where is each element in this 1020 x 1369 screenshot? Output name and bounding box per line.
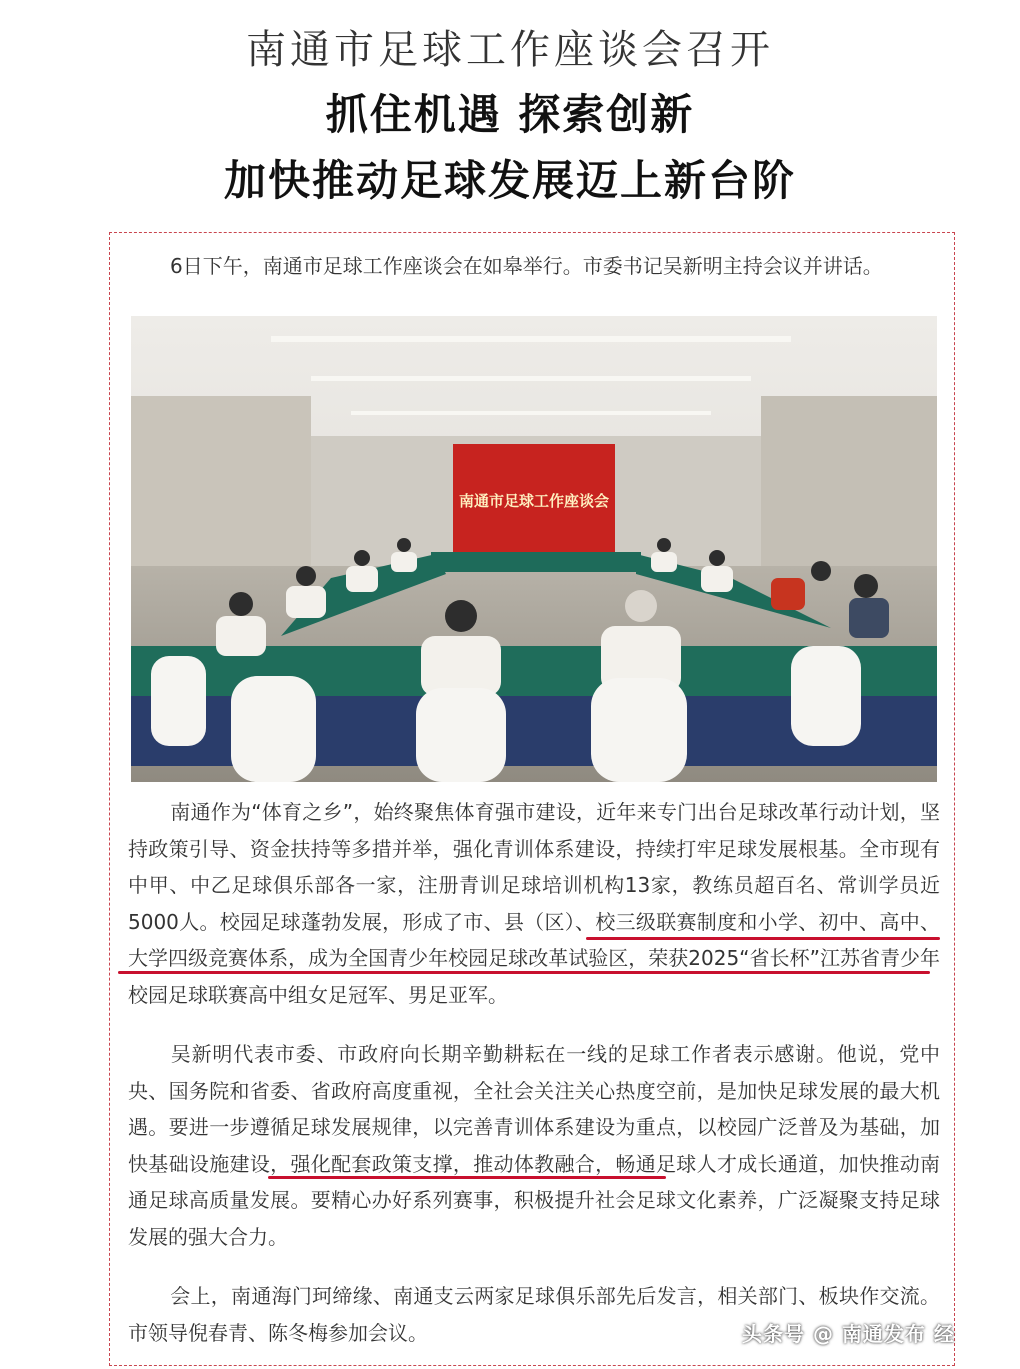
article-paragraph-4: 会上，南通海门珂缔缘、南通支云两家足球俱乐部先后发言，相关部门、板块作交流。市领导倪春青、陈冬梅参加会议。 bbox=[128, 1284, 940, 1345]
highlight-underline-1 bbox=[586, 937, 940, 940]
source-watermark: 头条号 @ 南通发布 经 bbox=[742, 1322, 955, 1346]
highlight-underline-2 bbox=[118, 971, 930, 974]
headline-line-2: 抓住机遇 探索创新 bbox=[325, 90, 695, 139]
photo-banner-text: 南通市足球工作座谈会 bbox=[458, 492, 610, 510]
article-paragraph-3: 吴新明代表市委、市政府向长期辛勤耕耘在一线的足球工作者表示感谢。他说，党中央、国务院和省委、省政府高度重视，全社会关注关心热度空前，是加快足球发展的最大机遇。要进一步遵循足球发展规律，以完善青训体系建设为重点，以校园广泛普及为基础，加快基础设施建设，强化配套政策支撑，推动体教融合，畅通足球人才成长通道，加快推动南通足球高质量发展。要精心办好系列赛事，积极提升社会足球文化素养，广泛凝聚支持足球发展的强大合力。 bbox=[128, 1042, 940, 1249]
headline-line-3: 加快推动足球发展迈上新台阶 bbox=[223, 156, 796, 205]
highlight-underline-3 bbox=[268, 1176, 666, 1179]
headline-line-1: 南通市足球工作座谈会召开 bbox=[246, 27, 774, 73]
meeting-photo bbox=[131, 316, 937, 782]
article-paragraph-1: 6日下午，南通市足球工作座谈会在如皋举行。市委书记吴新明主持会议并讲话。 bbox=[170, 254, 883, 278]
article-paragraph-2: 南通作为“体育之乡”，始终聚焦体育强市建设，近年来专门出台足球改革行动计划，坚持政策引导、资金扶持等多措并举，强化青训体系建设，持续打牢足球发展根基。全市现有中甲、中乙足球俱乐部各一家，注册青训足球培训机构13家，教练员超百名、常训学员近5000人。校园足球蓬勃发展，形成了市、县（区）、校三级联赛制度和小学、初中、高中、大学四级竞赛体系，成为全国青少年校园足球改革试验区，荣获2025“省长杯”江苏省青少年校园足球联赛高中组女足冠军、男足亚军。 bbox=[128, 800, 940, 1007]
